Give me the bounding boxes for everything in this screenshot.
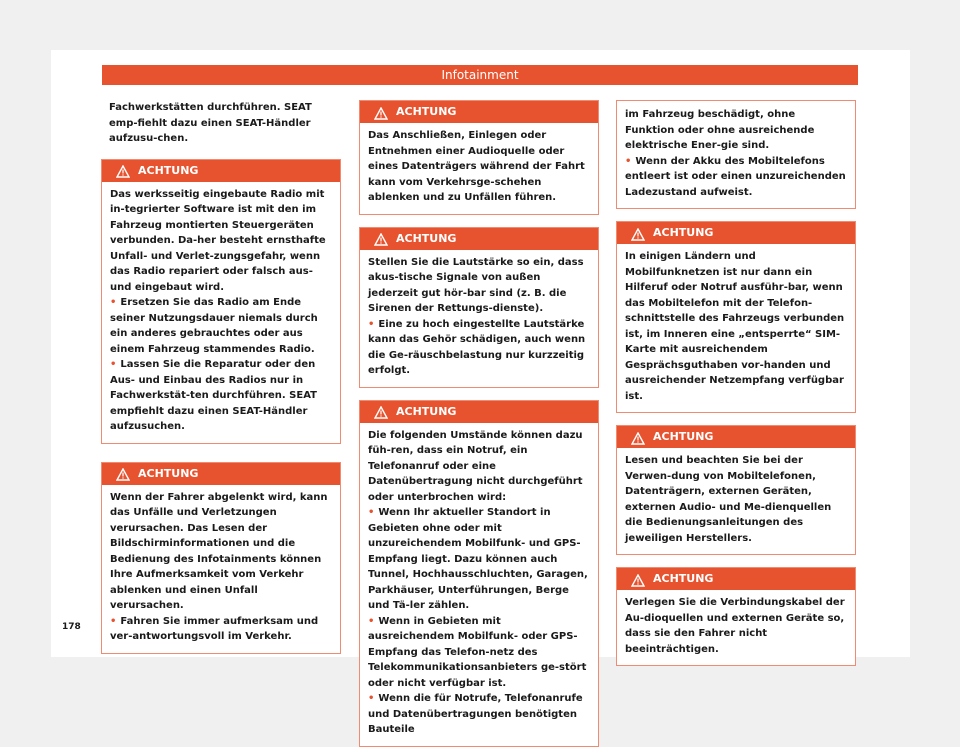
warning-header: [360, 401, 598, 423]
page-number: 178: [62, 622, 81, 632]
warning-text: Die folgenden Umstände können dazu füh-ren, dass ein Notruf, ein Telefonanruf oder eine Datenübertragung nicht durchgeführt oder unterbrochen wird:: [368, 429, 583, 503]
warning-box: [616, 425, 856, 555]
warning-bullet: • Wenn in Gebieten mit ausreichendem Mobilfunk- oder GPS-Empfang das Telefon-netz des Telekommunikationsanbieters ge-stört oder nicht verfügbar ist.: [368, 615, 587, 689]
warning-title: ACHTUNG: [396, 231, 457, 245]
warning-text: Das Anschließen, Einlegen oder Entnehmen einer Audioquelle oder eines Datenträgers während der Fahrt kann vom Verkehrsge-schehen ablenken und zu Unfällen führen.: [368, 130, 585, 203]
warning-text: Verlegen Sie die Verbindungskabel der Au-dioquellen und externen Geräte so, dass sie den Fahrer nicht beeinträchtigen.: [625, 597, 845, 655]
warning-header: [102, 463, 340, 485]
warning-header: [617, 426, 855, 448]
warning-box-continued: [616, 100, 856, 209]
warning-body: [617, 101, 855, 208]
warning-title: ACHTUNG: [653, 430, 714, 443]
warning-box: [359, 400, 599, 747]
warning-header: [360, 228, 598, 250]
warning-triangle-icon: [116, 164, 130, 177]
warning-text: Stellen Sie die Lautstärke so ein, dass akus-tische Signale von außen jederzeit gut hör-bar sind (z. B. die Sirenen der Rettungs-dienste).: [368, 256, 584, 314]
warning-bullet: • Wenn der Akku des Mobiltelefons entleert ist oder einen unzureichenden Ladezustand aufweist.: [625, 155, 846, 198]
warning-bullet: • Wenn die für Notrufe, Telefonanrufe und Datenübertragungen benötigten Bauteile: [368, 693, 583, 735]
warning-triangle-icon: [631, 227, 645, 240]
warning-title: ACHTUNG: [396, 105, 457, 118]
warning-text: Lesen und beachten Sie bei der Verwen-dung von Mobiltelefonen, Datenträgern, externen Geräten, externen Audio- und Me-dienquellen die Bedienungsanleitungen des jeweiligen Herstellers.: [625, 455, 832, 544]
warning-body: [617, 244, 855, 412]
warning-triangle-icon: [631, 431, 645, 444]
warning-header: [617, 222, 855, 244]
warning-bullet: • Ersetzen Sie das Radio am Ende seiner Nutzungsdauer niemals durch ein anderes gebrauchtes oder aus einem Fahrzeug stammendes Radio.: [110, 297, 318, 355]
warning-title: ACHTUNG: [653, 226, 714, 239]
warning-box: [616, 221, 856, 413]
warning-text: In einigen Ländern und Mobilfunknetzen ist nur dann ein Hilferuf oder Notruf ausführ-bar, wenn das Mobiltelefon mit der Telefon-schnittstelle des Fahrzeugs verbunden ist, im Inneren eine „entsperrte“ SIM-Karte mit ausreichendem Gesprächsguthaben vor-handen und ausreichender Netzempfang verfügbar ist.: [625, 251, 845, 402]
warning-box: [101, 159, 341, 444]
warning-body: [360, 423, 598, 746]
column-3: [616, 100, 856, 666]
warning-header: [617, 568, 855, 590]
warning-body: [102, 182, 340, 443]
warning-body: [617, 590, 855, 665]
warning-box: [359, 227, 599, 388]
warning-bullet: • Eine zu hoch eingestellte Lautstärke kann das Gehör schädigen, auch wenn die Ge-räuschbelastung nur kurzzeitig erfolgt.: [368, 318, 586, 376]
warning-triangle-icon: [116, 467, 130, 480]
warning-title: ACHTUNG: [138, 163, 199, 177]
warning-box: [101, 462, 341, 654]
warning-triangle-icon: [374, 405, 388, 418]
warning-header: [360, 101, 598, 123]
warning-bullet: • Wenn Ihr aktueller Standort in Gebieten ohne oder mit unzureichendem Mobilfunk- und GPS-Empfang liegt. Dazu können auch Tunnel, Hochhausschluchten, Garagen, Parkhäuser, Unterführungen, Berge und Tä-ler zählen.: [368, 507, 588, 611]
page-header: Infotainment: [102, 65, 858, 85]
column-1: [101, 100, 341, 654]
warning-title: ACHTUNG: [396, 404, 457, 418]
warning-box: [359, 100, 599, 215]
warning-body: [102, 485, 340, 653]
column-2: [359, 100, 599, 747]
warning-text: Das werksseitig eingebaute Radio mit in-tegrierter Software ist mit den im Fahrzeug montierten Steuergeräten verbunden. Da-her besteht ernsthafte Unfall- und Verlet-zungsgefahr, wenn das Radio repariert oder falsch aus- und eingebaut wird.: [110, 188, 326, 293]
warning-body: [360, 123, 598, 214]
warning-bullet: • Lassen Sie die Reparatur oder den Aus- und Einbau des Radios nur in Fachwerkstät-ten durchführen. SEAT empfiehlt dazu einen SEAT-Händler aufzusuchen.: [110, 359, 317, 432]
warning-text: im Fahrzeug beschädigt, ohne Funktion oder ohne ausreichende elektrische Ener-gie sind.: [625, 109, 815, 151]
warning-triangle-icon: [374, 232, 388, 245]
warning-triangle-icon: [374, 106, 388, 119]
warning-text: Wenn der Fahrer abgelenkt wird, kann das Unfälle und Verletzungen verursachen. Das Lesen der Bildschirminformationen und die Bedienung des Infotainments können Ihre Aufmerksamkeit vom Verkehr ablenken und einen Unfall verursachen.: [110, 491, 328, 611]
intro-paragraph: Fachwerkstätten durchführen. SEAT emp-fiehlt dazu einen SEAT-Händler aufzusu-chen.: [109, 102, 312, 144]
warning-body: [617, 448, 855, 554]
warning-header: [102, 160, 340, 182]
warning-triangle-icon: [631, 573, 645, 586]
warning-box: [616, 567, 856, 666]
warning-body: [360, 250, 598, 387]
warning-title: ACHTUNG: [138, 466, 199, 480]
warning-title: ACHTUNG: [653, 572, 714, 585]
warning-bullet: • Fahren Sie immer aufmerksam und ver-antwortungsvoll im Verkehr.: [110, 615, 319, 642]
